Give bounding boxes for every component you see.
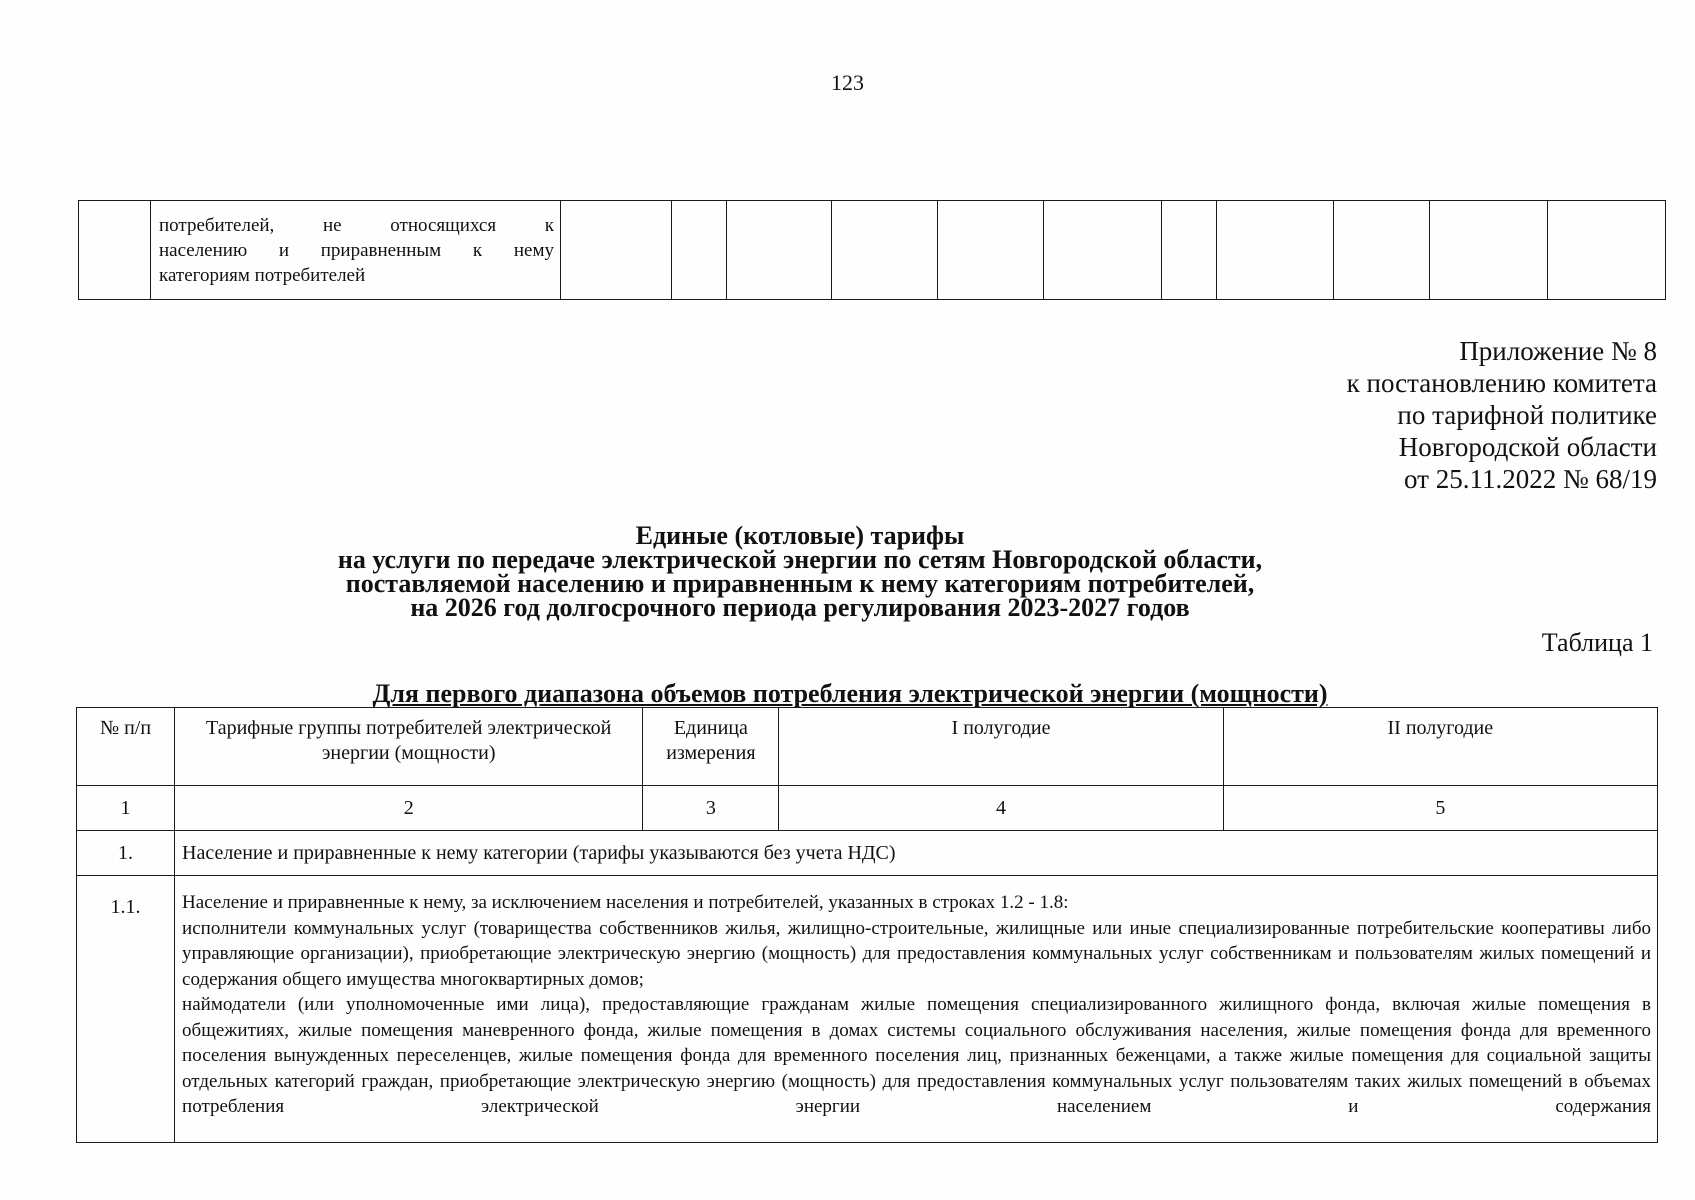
cont-cell-empty: [1162, 201, 1217, 300]
table-row: [77, 876, 1658, 1143]
header-num: № п/п: [77, 708, 175, 786]
column-number: 2: [175, 786, 643, 831]
row-paragraph: исполнители коммунальных услуг (товарищества собственников жилья, жилищно-строительные, жилищные или иные специализированные потребительские кооперативы либо управляющие организации), приобретающие электрическую энергию (мощность) для предоставления коммунальных услуг собственникам и пользователям жилых помещений и содержания общего имущества многоквартирных домов;: [182, 917, 1651, 990]
column-number-row: [77, 786, 1658, 831]
table-header-row: [77, 708, 1658, 786]
appendix-block: [1347, 335, 1657, 495]
cont-line-1: потребителей, не относящихся к: [159, 215, 554, 236]
row-text: Население и приравненные к нему категории (тарифы указываются без учета НДС): [175, 831, 1658, 876]
tariff-table: [76, 707, 1658, 1143]
cont-cell-empty: [1430, 201, 1548, 300]
appendix-line: по тарифной политике: [1397, 400, 1657, 430]
table-row: [77, 831, 1658, 876]
cont-cell-empty: [727, 201, 832, 300]
title-line: на услуги по передаче электрической энергии по сетям Новгородской области,: [337, 545, 1263, 574]
cont-cell-empty: [832, 201, 938, 300]
row-text: [175, 876, 1658, 1143]
cont-cell-num: [79, 201, 151, 300]
row-number: 1.1.: [77, 876, 175, 1143]
column-number: 3: [643, 786, 779, 831]
cont-cell-empty: [1217, 201, 1334, 300]
cont-cell-empty: [561, 201, 672, 300]
appendix-line: от 25.11.2022 № 68/19: [1404, 464, 1657, 494]
title-line: Единые (котловые) тарифы: [635, 521, 965, 550]
appendix-line: к постановлению комитета: [1346, 368, 1657, 398]
column-number: 5: [1223, 786, 1657, 831]
column-number: 1: [77, 786, 175, 831]
header-half-1: I полугодие: [779, 708, 1223, 786]
cont-cell-empty: [938, 201, 1044, 300]
table-subtitle: Для первого диапазона объемов потребления электрической энергии (мощности): [372, 679, 1328, 708]
header-groups: Тарифные группы потребителей электрической энергии (мощности): [175, 708, 643, 786]
cont-line-3: категориям потребителей: [159, 265, 366, 286]
header-half-2: II полугодие: [1223, 708, 1657, 786]
cont-cell-empty: [1548, 201, 1666, 300]
cont-cell-empty: [672, 201, 727, 300]
page-number: 123: [831, 70, 864, 95]
title-line: поставляемой населению и приравненным к нему категориям потребителей,: [345, 569, 1255, 598]
title-line: на 2026 год долгосрочного периода регулирования 2023-2027 годов: [410, 593, 1190, 622]
continuation-table: [78, 200, 1666, 300]
cont-cell-empty: [1044, 201, 1162, 300]
cont-cell-empty: [1334, 201, 1430, 300]
table-label: Таблица 1: [1541, 628, 1653, 657]
cont-cell-text: [151, 201, 561, 300]
row-number: 1.: [77, 831, 175, 876]
appendix-line: Новгородской области: [1398, 432, 1657, 462]
cont-line-2: населению и приравненным к нему: [159, 240, 554, 261]
appendix-line: Приложение № 8: [1459, 336, 1657, 366]
row-paragraph: Население и приравненные к нему, за исключением населения и потребителей, указанных в строках 1.2 - 1.8:: [182, 892, 1069, 913]
header-unit: Единица измерения: [643, 708, 779, 786]
row-paragraph: наймодатели (или уполномоченные ими лица), предоставляющие гражданам жилые помещения специализированного жилищного фонда, включая жилые помещения в общежитиях, жилые помещения маневренного фонда, жилые помещения в домах системы социального обслуживания населения, жилые помещения фонда для временного поселения вынужденных переселенцев, жилые помещения фонда для временного поселения лиц, признанных беженцами, а также жилые помещения для социальной защиты отдельных категорий граждан, приобретающие электрическую энергию (мощность) для предоставления коммунальных услуг пользователям таких жилых помещений в объемах потребления электрической энергии населением и содержания: [182, 994, 1651, 1117]
column-number: 4: [779, 786, 1223, 831]
document-title: [300, 521, 1300, 622]
